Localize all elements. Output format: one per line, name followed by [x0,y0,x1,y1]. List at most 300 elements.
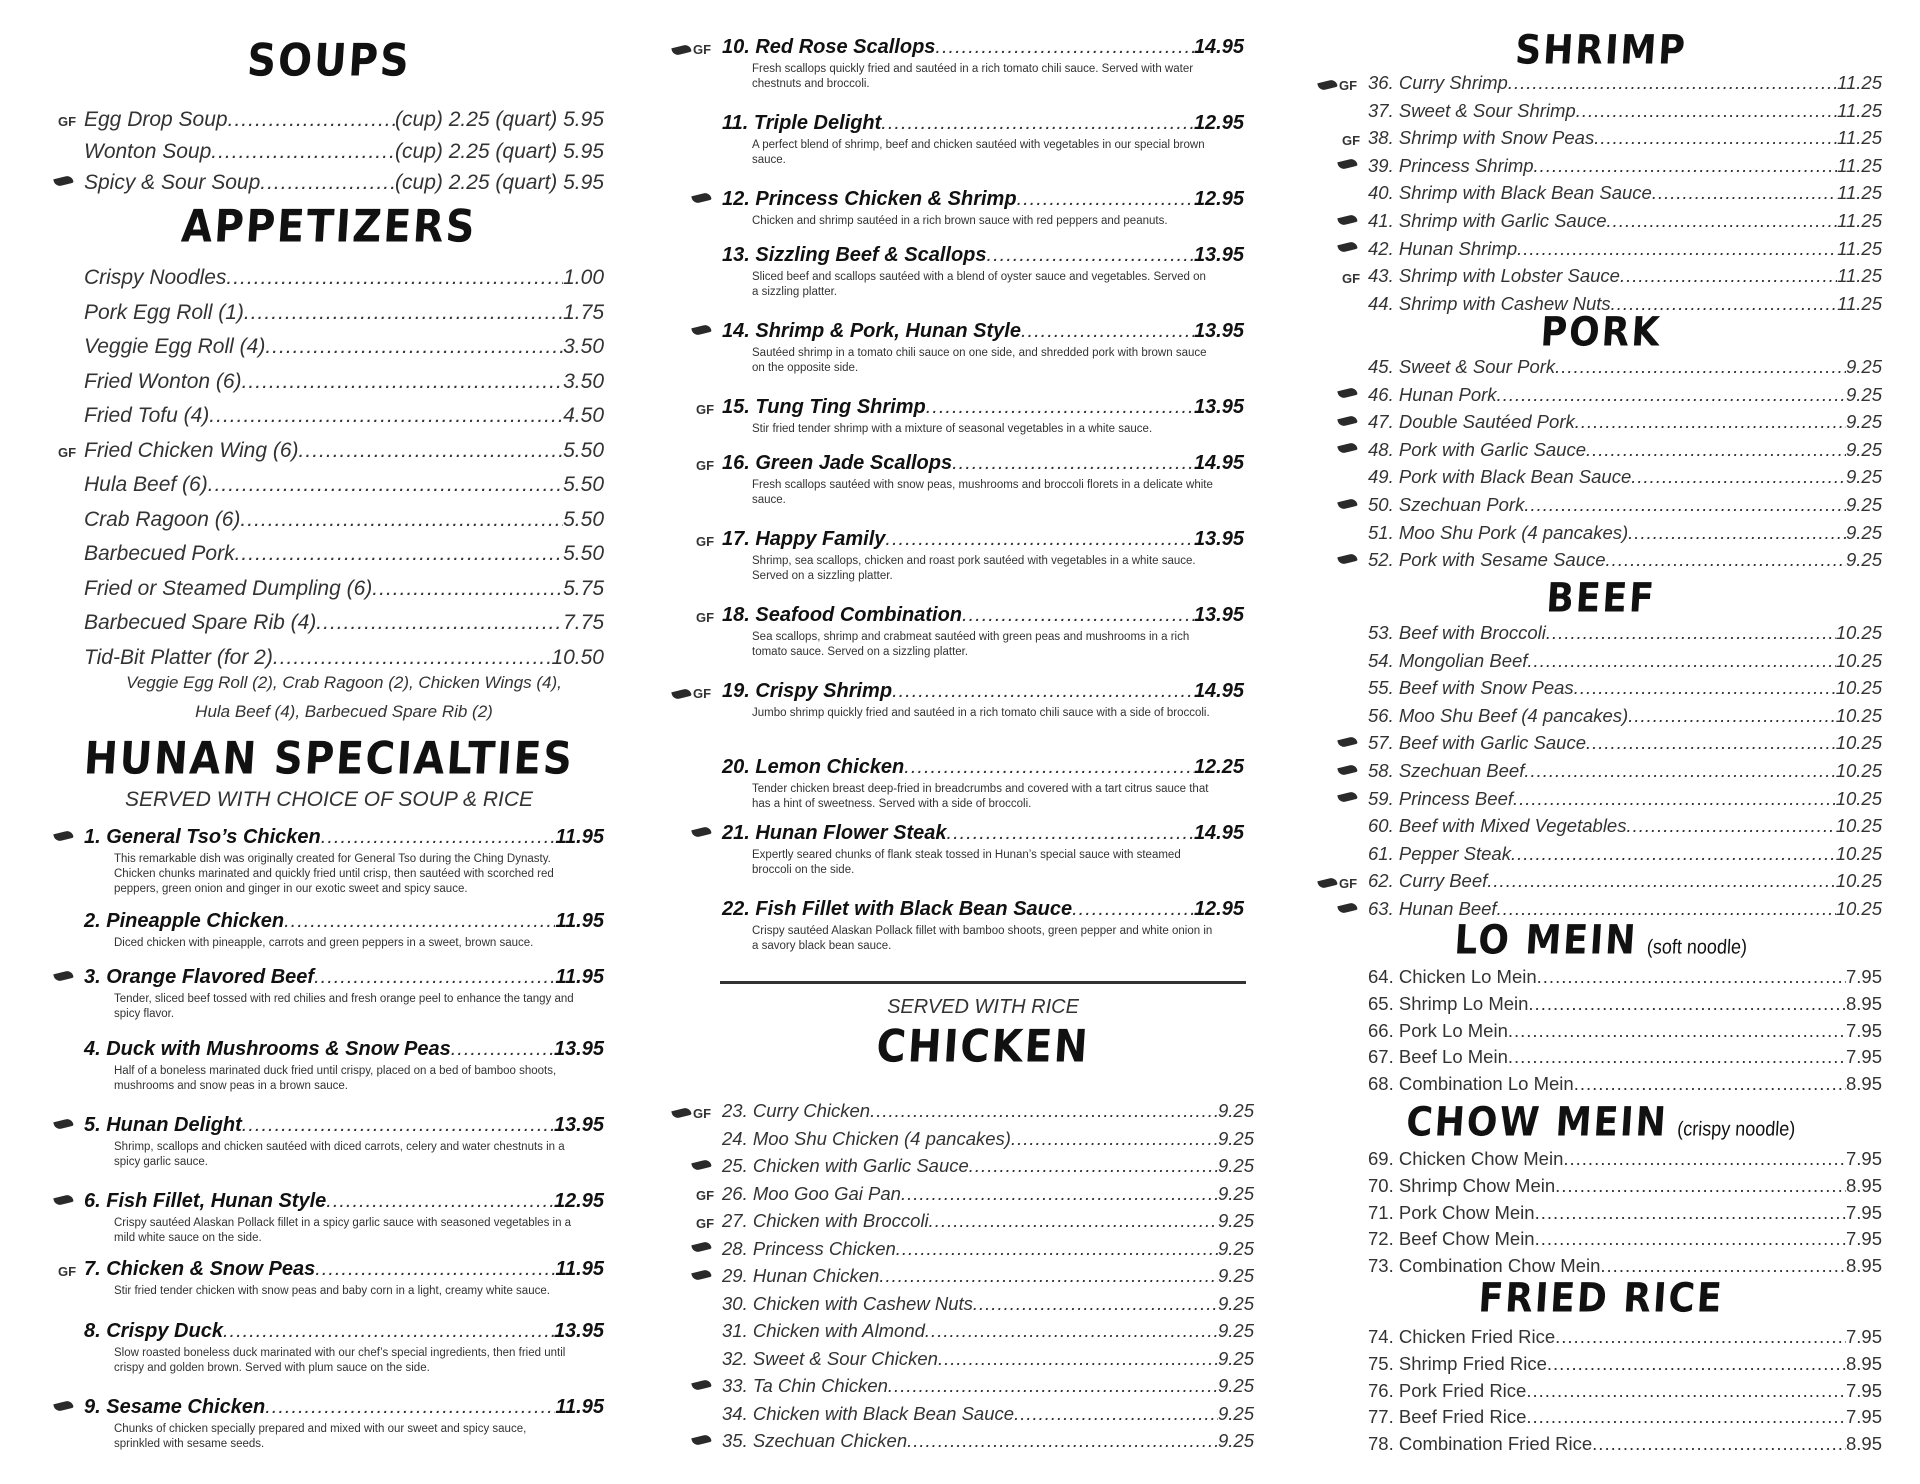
menu-item-mongolian-beef [1368,650,1882,672]
item-name: 16. Green Jade Scallops [722,452,953,474]
item-name: 1. General Tso’s Chicken [84,826,321,848]
menu-item-chicken-with-almond [722,1320,1254,1342]
item-description: Crispy sautéed Alaskan Pollack fillet with bamboo shoots, green pepper and white onion in a savory black bean sauce. [752,925,1213,952]
menu-item-chicken-fried-rice [1368,1326,1882,1348]
leader-dots [1534,155,1838,177]
menu-item-princess-beef [1368,788,1882,810]
menu-item-beef-fried-rice [1368,1406,1882,1428]
menu-item-ta-chin-chicken [722,1375,1254,1397]
item-price: 10.25 [1835,649,1882,671]
leader-dots [1017,188,1194,211]
gluten-free-label: GF [696,458,715,473]
spicy-pepper-icon [1338,417,1357,425]
menu-item-sweet-sour-chicken [722,1348,1254,1370]
spicy-gluten-free-marker [672,42,711,57]
leader-dots [1527,650,1835,672]
gluten-free-badge [696,458,714,473]
spicy-pepper-icon [54,177,73,185]
item-name: 74. Chicken Fried Rice [1368,1326,1556,1347]
item-price: 11.25 [1837,154,1882,176]
item-price: 9.25 [1217,1430,1254,1451]
item-name: 67. Beef Lo Mein [1368,1046,1508,1068]
leader-dots [265,1396,555,1419]
leader-dots [1594,127,1837,149]
leader-dots [1546,622,1836,644]
spicy-pepper-icon [1338,766,1357,774]
item-price: 10.25 [1835,815,1882,837]
item-description: Diced chicken with pineapple, carrots and green peppers in a sweet, brown sauce. [114,937,534,949]
item-price: 11.95 [555,966,604,988]
menu-item-fried-or-steamed-dumpling-6 [84,577,604,601]
item-name: 47. Double Sautéed Pork [1368,411,1575,433]
menu-item-hunan-chicken [722,1265,1254,1287]
chili-pepper-icon [1317,877,1337,889]
gluten-free-badge [696,534,714,549]
leader-dots [240,508,563,532]
leader-dots [1487,870,1835,892]
menu-item-chicken-snow-peas [58,1258,604,1281]
leader-dots [947,822,1194,845]
chili-pepper-icon [691,324,711,336]
menu-item-fried-chicken-wing-6 [58,438,604,463]
menu-item-hunan-flower-steak [722,822,1244,845]
leader-dots [1555,1326,1846,1348]
item-price: 9.25 [1217,1100,1254,1121]
item-price: 10.50 [551,645,604,669]
leader-dots [879,1265,1218,1287]
spicy-pepper-icon [1338,160,1357,168]
leader-dots [1628,705,1836,727]
item-name: Pork Egg Roll (1) [84,300,244,324]
menu-item-chicken-with-cashew-nuts [722,1293,1254,1315]
item-name: Fried Tofu (4) [84,404,210,427]
chili-pepper-icon [691,192,711,204]
spicy-pepper-icon [1338,904,1357,912]
spicy-pepper-icon [1338,243,1357,251]
item-price: 3.50 [563,335,604,358]
item-description: Chunks of chicken specially prepared and mixed with our sweet and spicy sauce, sprinkled with sesame seeds. [114,1423,527,1450]
section-divider [720,981,1246,984]
leader-dots [885,528,1194,551]
leader-dots [299,439,564,463]
menu-item-crispy-duck [84,1320,604,1343]
leader-dots [242,1114,554,1137]
item-price: 13.95 [1193,244,1244,266]
item-price: 10.25 [1835,842,1882,864]
item-name: 23. Curry Chicken [722,1100,871,1121]
item-name: Barbecued Spare Rib (4) [84,611,317,634]
chili-pepper-icon [1337,763,1357,775]
chili-pepper-icon [1337,553,1357,565]
item-price: 1.75 [563,300,604,324]
fried-rice-heading: FRIED RICE [1477,1275,1725,1322]
item-name: 27. Chicken with Broccoli [722,1210,929,1231]
item-price: 13.95 [553,1114,604,1136]
leader-dots [952,452,1194,475]
item-name: 59. Princess Beef [1368,787,1513,809]
leader-dots [235,542,564,566]
leader-dots [326,1190,554,1213]
spicy-pepper-icon [692,1161,711,1169]
leader-dots [1524,760,1835,782]
leader-dots [372,577,563,601]
item-description: Shrimp, sea scallops, chicken and roast pork sautéed with vegetables in a white sauce. Served on a sizzling platter. [752,555,1196,582]
leader-dots [1626,815,1835,837]
spicy-pepper-icon [1338,555,1357,563]
leader-dots [987,244,1194,267]
item-price: 9.25 [1845,411,1882,433]
item-name: 50. Szechuan Pork [1368,494,1525,515]
item-price: 7.95 [1845,1201,1882,1223]
item-name: Fried or Steamed Dumpling (6) [84,576,373,600]
menu-item-crispy-shrimp [693,680,1244,703]
menu-item-hunan-shrimp [1368,238,1882,260]
item-name: 75. Shrimp Fried Rice [1368,1352,1547,1374]
spicy-pepper-icon [692,1271,711,1279]
menu-item-shrimp-pork-hunan-style [722,320,1244,343]
chili-pepper-icon [691,1241,711,1253]
item-name: 22. Fish Fillet with Black Bean Sauce [722,898,1073,920]
item-price: 5.50 [563,473,604,496]
item-name: 46. Hunan Pork [1368,383,1497,405]
item-name: 76. Pork Fried Rice [1368,1379,1527,1401]
item-price: 9.25 [1845,438,1882,460]
item-name: 12. Princess Chicken & Shrimp [722,188,1017,210]
item-name: 53. Beef with Broccoli [1368,622,1546,643]
menu-item-fish-fillet-with-black-bean-sauce [722,898,1244,921]
item-name: Barbecued Pork [84,542,235,565]
leader-dots [284,910,555,933]
item-name: 78. Combination Fried Rice [1368,1433,1593,1455]
item-price: 8.95 [1845,992,1882,1014]
gluten-free-badge [58,445,76,460]
item-price: 4.50 [563,404,604,427]
menu-item-szechuan-beef [1368,760,1882,782]
gluten-free-badge [696,610,714,625]
item-name: 26. Moo Goo Gai Pan [722,1182,901,1204]
leader-dots [1631,466,1846,488]
leader-dots [973,1293,1218,1315]
item-name: 13. Sizzling Beef & Scallops [722,244,987,266]
item-name: 35. Szechuan Chicken [722,1430,908,1451]
chicken-subheading: SERVED WITH RICE [887,996,1079,1018]
item-price: 9.25 [1845,494,1882,515]
item-name: Veggie Egg Roll (4) [84,335,266,358]
item-description: Expertly seared chunks of flank steak tossed in Hunan’s special sauce with steamed broccoli on the side. [752,849,1181,876]
item-price: 9.25 [1217,1182,1254,1204]
item-price: 9.25 [1845,383,1882,405]
item-name: 56. Moo Shu Beef (4 pancakes) [1368,704,1629,726]
chili-pepper-icon [53,1194,73,1206]
item-price: 11.25 [1837,182,1882,204]
item-name: 64. Chicken Lo Mein [1368,966,1537,987]
item-name: Wonton Soup [84,139,212,163]
menu-item-chicken-lo-mein [1368,966,1882,988]
item-price: 14.95 [1193,680,1244,702]
item-name: 71. Pork Chow Mein [1368,1201,1535,1223]
leader-dots [211,140,395,164]
leader-dots [273,646,552,670]
item-price: 7.95 [1845,1046,1882,1068]
chili-pepper-icon [1337,901,1357,913]
leader-dots [242,370,564,394]
item-name: 43. Shrimp with Lobster Sauce [1368,265,1620,287]
menu-item-beef-lo-mein [1368,1046,1882,1068]
leader-dots [1628,522,1846,544]
leader-dots [315,1258,555,1281]
item-description: Sliced beef and scallops sautéed with a blend of oyster sauce and vegetables. Served on a sizzling platter. [752,271,1206,298]
menu-item-chicken-with-broccoli [696,1210,1254,1232]
item-price: 10.25 [1835,732,1882,754]
item-name: 55. Beef with Snow Peas [1368,677,1574,699]
leader-dots [321,826,556,849]
spicy-pepper-icon [692,326,711,334]
leader-dots [1014,1403,1218,1425]
item-price: 11.95 [555,826,604,848]
leader-dots [208,473,563,497]
leader-dots [1586,439,1846,461]
item-name: 72. Beef Chow Mein [1368,1228,1535,1250]
leader-dots [901,1183,1218,1205]
menu-item-szechuan-pork [1368,494,1882,516]
item-name: 65. Shrimp Lo Mein [1368,992,1529,1014]
spicy-pepper-icon [692,1381,711,1389]
item-price: 8.95 [1845,1352,1882,1374]
item-price: 7.95 [1845,966,1882,987]
platter-note [84,668,604,726]
menu-item-crispy-noodles [84,266,604,290]
chili-pepper-icon [1337,791,1357,803]
leader-dots [1652,182,1837,204]
leader-dots [1563,1148,1846,1170]
item-price: 9.25 [1217,1127,1254,1149]
spicy-pepper-icon [1338,216,1357,224]
item-price: 11.25 [1837,237,1882,259]
item-name: 52. Pork with Sesame Sauce [1368,549,1606,571]
item-price: 10.25 [1835,787,1882,809]
item-name: 62. Curry Beef [1368,870,1488,892]
menu-item-lemon-chicken [722,756,1244,779]
menu-item-barbecued-pork [84,542,604,566]
leader-dots [1517,238,1837,260]
menu-item-green-jade-scallops [696,452,1244,475]
chili-pepper-icon [1337,736,1357,748]
spicy-gluten-free-marker [1318,876,1357,891]
menu-item-beef-with-broccoli [1368,622,1882,644]
item-name: 45. Sweet & Sour Pork [1368,356,1556,377]
menu-item-beef-chow-mein [1368,1228,1882,1250]
leader-dots [1511,843,1836,865]
leader-dots [969,1155,1218,1177]
menu-item-sesame-chicken [84,1396,604,1419]
item-name: 18. Seafood Combination [722,604,963,626]
leader-dots [925,1320,1218,1342]
leader-dots [265,335,563,359]
item-description: Slow roasted boneless duck marinated with our chef’s special ingredients, then fried until crispy and golden brown. Served with plum sauce on the side. [114,1347,566,1374]
menu-item-pork-with-sesame-sauce [1368,549,1882,571]
gluten-free-label: GF [58,1264,77,1279]
leader-dots [1574,677,1836,699]
item-price: 11.25 [1837,210,1882,231]
item-price: 14.95 [1193,822,1244,844]
spicy-gluten-free-marker [672,686,711,701]
leader-dots [209,404,563,428]
gluten-free-badge [696,1188,714,1203]
item-description: Chicken and shrimp sautéed in a rich brown sauce with red peppers and peanuts. [752,215,1168,227]
chili-pepper-icon [691,1268,711,1280]
spicy-pepper-icon [54,1196,73,1204]
menu-item-shrimp-fried-rice [1368,1353,1882,1375]
item-price: 9.25 [1217,1292,1254,1314]
gluten-free-label: GF [696,610,715,625]
item-price: 9.25 [1217,1347,1254,1369]
leader-dots [1524,494,1846,516]
item-name: 42. Hunan Shrimp [1368,237,1518,259]
item-name: 66. Pork Lo Mein [1368,1019,1508,1041]
leader-dots [904,756,1194,779]
item-name: 28. Princess Chicken [722,1237,896,1259]
menu-item-combination-chow-mein [1368,1255,1882,1277]
item-name: 33. Ta Chin Chicken [722,1375,888,1396]
item-price: (cup) 2.25 (quart) 5.95 [395,139,604,163]
menu-item-chicken-with-garlic-sauce [722,1155,1254,1177]
item-price: 14.95 [1193,36,1244,58]
spicy-pepper-icon [1338,738,1357,746]
gluten-free-badge [1342,133,1360,148]
menu-item-egg-drop-soup [58,108,604,132]
spicy-gluten-free-marker [1318,78,1357,93]
item-name: 4. Duck with Mushrooms & Snow Peas [84,1038,451,1060]
item-price: 14.95 [1193,452,1244,474]
item-price: 12.95 [1193,188,1244,210]
gluten-free-badge [696,1216,714,1231]
item-name: 24. Moo Shu Chicken (4 pancakes) [722,1127,1011,1149]
menu-item-pork-with-black-bean-sauce [1368,466,1882,488]
leader-dots [1513,788,1836,810]
leader-dots [907,1430,1218,1452]
item-price: 3.50 [563,369,604,393]
item-price: 9.25 [1845,549,1882,571]
item-price: 9.25 [1845,356,1882,377]
menu-item-pepper-steak [1368,843,1882,865]
menu-item-pineapple-chicken [84,910,604,933]
item-name: 21. Hunan Flower Steak [722,822,947,844]
item-price: 10.25 [1835,760,1882,781]
menu-item-moo-shu-chicken-4-pancakes [722,1128,1254,1150]
gluten-free-label: GF [693,1105,712,1121]
item-description: Tender, sliced beef tossed with red chilies and fresh orange peel to enhance the tangy and spicy flavor. [114,993,574,1020]
gluten-free-label: GF [1342,270,1361,286]
chow-mein-title: CHOW MEIN [1404,1099,1670,1146]
menu-item-curry-shrimp [1339,72,1882,94]
menu-item-princess-shrimp [1368,155,1882,177]
item-name: 29. Hunan Chicken [722,1265,880,1286]
item-price: 7.95 [1845,1148,1882,1169]
item-price: 9.25 [1217,1320,1254,1341]
gluten-free-badge [1342,271,1360,286]
leader-dots [1555,356,1846,378]
item-price: 10.25 [1835,677,1882,699]
item-name: 2. Pineapple Chicken [84,910,285,932]
chili-pepper-icon [691,1433,711,1445]
item-name: 40. Shrimp with Black Bean Sauce [1368,182,1652,204]
item-price: 9.25 [1217,1155,1254,1176]
chili-pepper-icon [53,970,73,982]
item-name: 31. Chicken with Almond [722,1320,925,1341]
item-price: 11.95 [555,1258,604,1280]
item-name: 51. Moo Shu Pork (4 pancakes) [1368,521,1629,543]
leader-dots [1586,732,1836,754]
menu-item-general-tso-s-chicken [84,826,604,849]
spicy-pepper-icon [692,194,711,202]
menu-item-fried-wonton-6 [84,370,604,394]
leader-dots [892,680,1194,703]
chili-pepper-icon [1337,497,1357,509]
menu-item-tid-bit-platter-for-2 [84,646,604,670]
menu-item-combination-fried-rice [1368,1433,1882,1455]
item-price: 1.00 [563,266,604,289]
leader-dots [228,108,395,132]
item-price: 10.25 [1835,704,1882,726]
item-price: 11.95 [555,910,604,932]
item-price: 7.95 [1845,1406,1882,1428]
leader-dots [881,112,1194,135]
chili-pepper-icon [1337,415,1357,427]
menu-item-princess-chicken [722,1238,1254,1260]
item-name: Fried Chicken Wing (6) [84,438,299,462]
item-price: 5.50 [563,542,604,565]
menu-item-fish-fillet-hunan-style [84,1190,604,1213]
item-name: 25. Chicken with Garlic Sauce [722,1155,969,1176]
item-name: 49. Pork with Black Bean Sauce [1368,466,1632,488]
spicy-pepper-icon [1338,793,1357,801]
leader-dots [926,396,1194,419]
item-price: 12.95 [1193,898,1244,920]
spicy-pepper-icon [1338,389,1357,397]
leader-dots [1508,1020,1846,1042]
pork-heading: PORK [1539,309,1663,356]
leader-dots [896,1238,1218,1260]
leader-dots [314,966,555,989]
item-name: 11. Triple Delight [722,112,882,134]
spicy-gluten-free-marker [672,1106,711,1121]
spicy-pepper-icon [54,1120,73,1128]
leader-dots [962,604,1194,627]
item-price: 12.25 [1193,756,1244,778]
item-name: 73. Combination Chow Mein [1368,1255,1601,1277]
item-price: 11.95 [555,1396,604,1418]
item-name: Crispy Noodles [84,266,227,289]
item-price: 7.75 [563,611,604,634]
item-description: Half of a boneless marinated duck fried until crispy, placed on a bed of bamboo shoots, mushrooms and snow peas in a brown sauce. [114,1065,557,1092]
item-price: 9.25 [1217,1265,1254,1286]
leader-dots [1574,1073,1846,1095]
item-name: 70. Shrimp Chow Mein [1368,1174,1556,1196]
item-name: 61. Pepper Steak [1368,842,1511,864]
gluten-free-label: GF [693,42,712,57]
menu-item-princess-chicken-shrimp [722,188,1244,211]
item-name: 38. Shrimp with Snow Peas [1368,127,1595,149]
item-name: 14. Shrimp & Pork, Hunan Style [722,320,1021,342]
menu-item-pork-with-garlic-sauce [1368,439,1882,461]
chili-pepper-icon [1337,241,1357,253]
spicy-pepper-icon [692,828,711,836]
leader-dots [1021,320,1194,343]
item-price: 10.25 [1835,898,1882,919]
lo-mein-note: (soft noodle) [1646,935,1748,958]
item-price: 9.25 [1845,521,1882,543]
chili-pepper-icon [691,1378,711,1390]
